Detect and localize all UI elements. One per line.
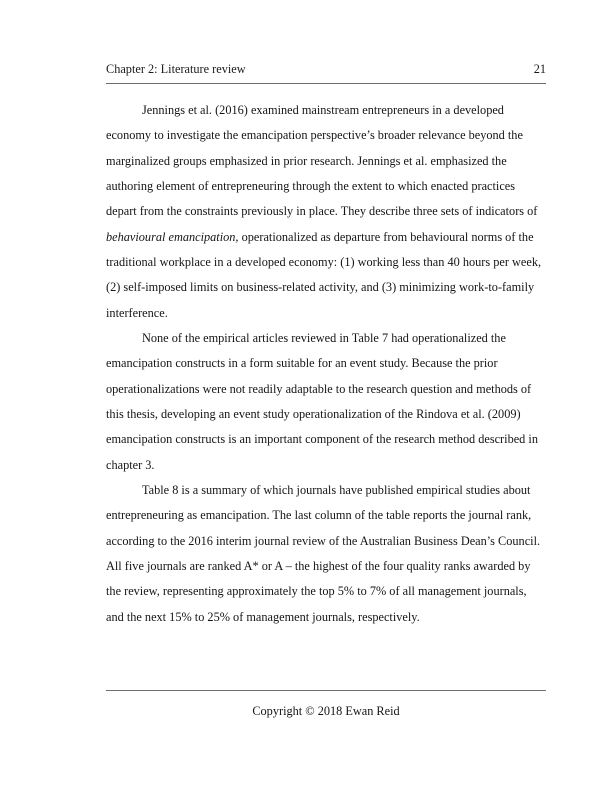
paragraph-empirical-articles [106,326,546,478]
header-divider [106,83,546,84]
page-content [106,62,546,630]
running-header [106,62,546,83]
footer-copyright: Copyright © 2018 Ewan Reid [252,704,400,718]
text-segment: operationalized as departure from behavioural norms of the traditional workplace in a developed economy: (1) working less than 40 hours per week, (2) self-imposed limits on business-related activity, and (3) minimizing work-to-family interference. [106,229,542,320]
text-segment: Jennings et al. (2016) examined mainstream entrepreneurs in a developed economy to investigate the emancipation perspective’s broader relevance beyond the marginalized groups emphasized in prior research. Jennings et al. emphasized the authoring element of entrepreneuring through the extent to which enacted practices depart from the constraints previously in place. They describe three sets of indicators of [106,103,538,219]
text-segment: Table 8 is a summary of which journals have published empirical studies about entrepreneuring as emancipation. The last column of the table reports the journal rank, according to the 2016 interim journal review of the Australian Business Dean’s Council. All five journals are ranked A* or A – the highest of the four quality ranks awarded by the review, representing approximately the top 5% to 7% of all management journals, and the next 15% to 25% of management journals, respectively. [106,482,541,624]
paragraph-jennings [106,98,546,326]
header-chapter-title: Chapter 2: Literature review [106,62,246,76]
text-segment: None of the empirical articles reviewed in Table 7 had operationalized the emancipation constructs in a form suitable for an event study. Because the prior operationalizations were not readily adaptable to the research question and methods of this thesis, developing an event study operationalization of the Rindova et al. (2009) emancipation constructs is an important component of the research method described in chapter 3. [106,330,538,472]
page-footer [106,690,546,719]
header-page-number: 21 [533,62,546,76]
text-segment-italic: behavioural emancipation, [106,229,239,244]
paragraph-table-8 [106,478,546,630]
